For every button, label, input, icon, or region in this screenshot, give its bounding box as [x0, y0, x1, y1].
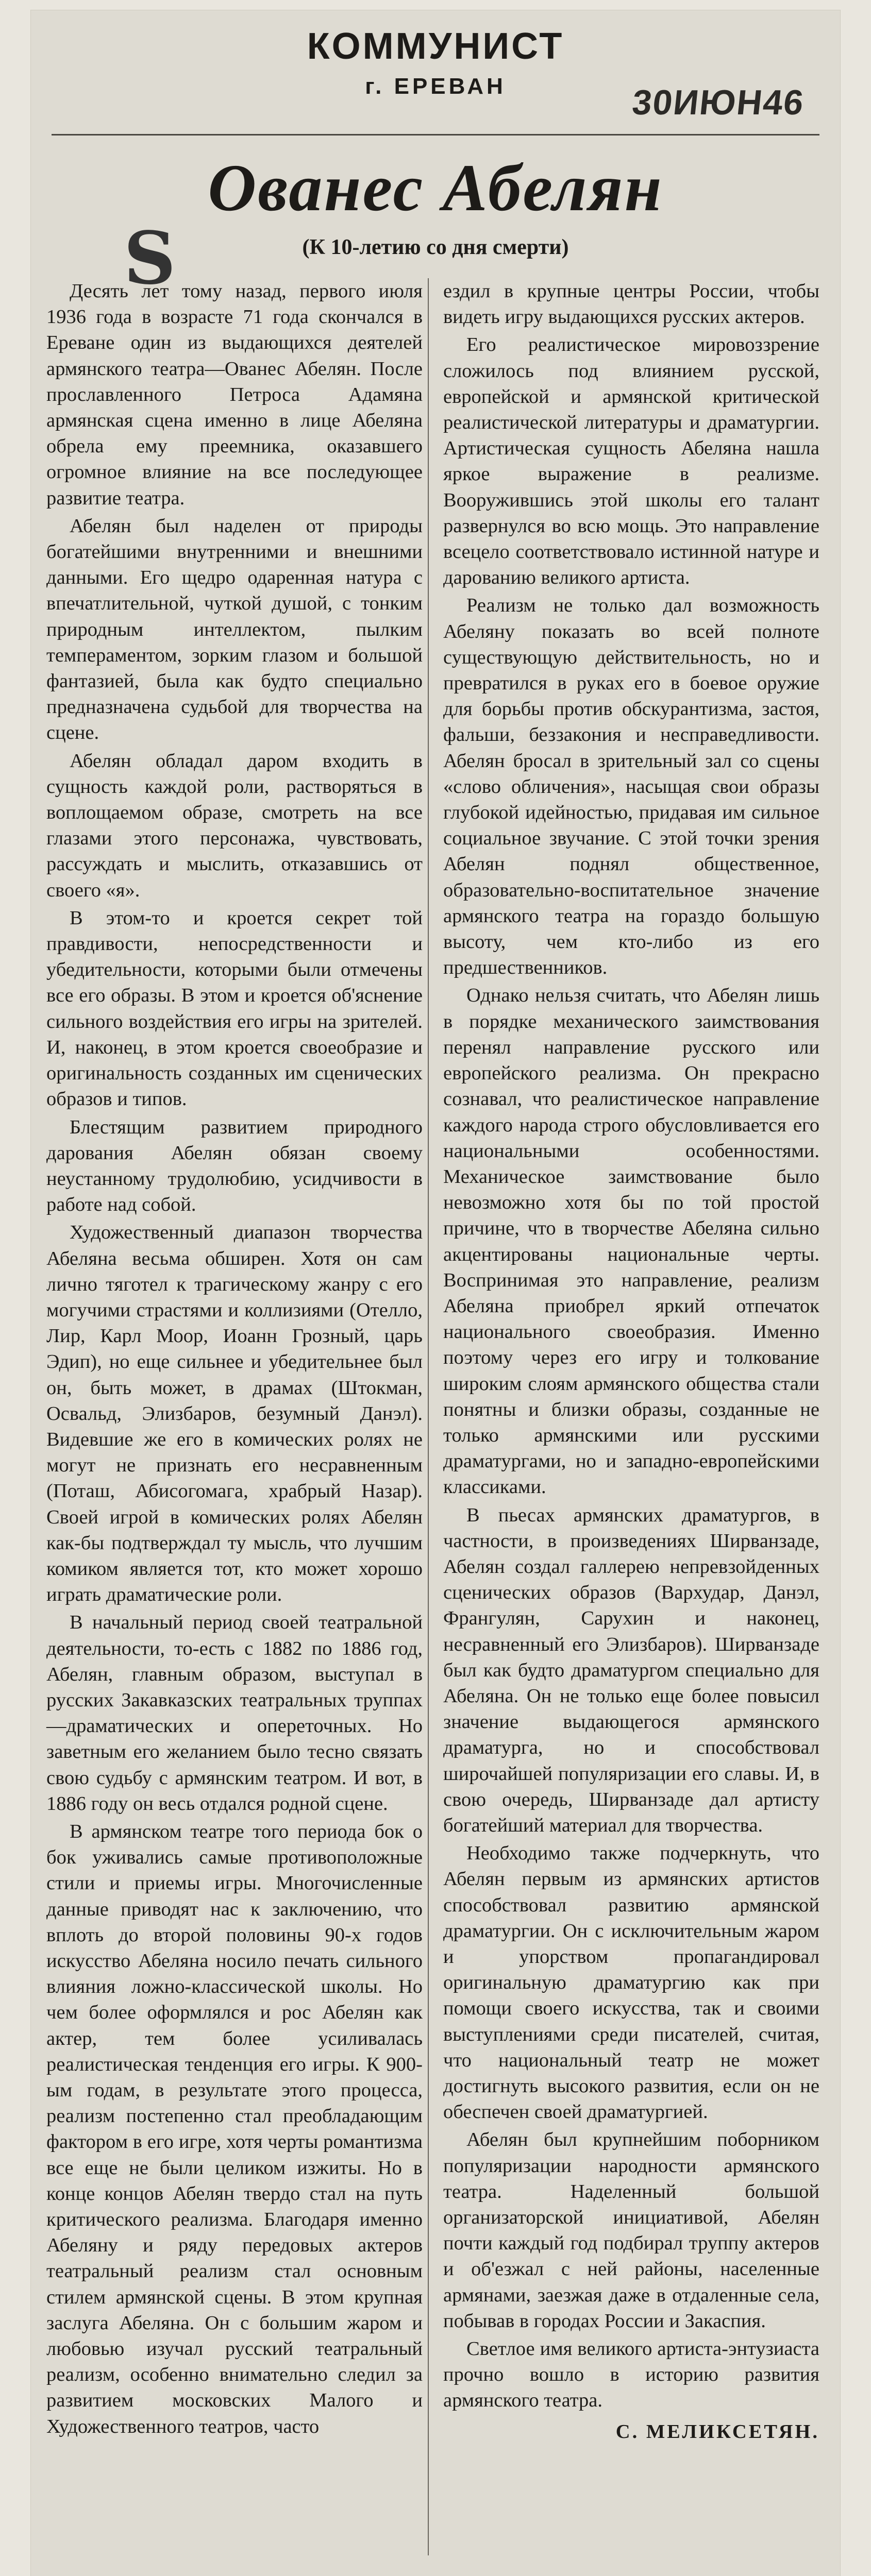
article-subtitle: (К 10-летию со дня смерти) [302, 235, 569, 259]
article-column-left [46, 278, 423, 2442]
newspaper-city: г. ЕРЕВАН [365, 74, 506, 99]
paragraph: В армянском театре того периода бок о бок уживались самые противоположные стили и приемы игры. Многочисленные данные приводят нас к заключению, что вплоть до второй половины 90-х годов искусство Абеляна носило печать сильного влияния ложно-классической школы. Но чем более оформлялся и рос Абелян как актер, тем более усиливалась реалистическая тенденция его игры. К 900-ым годам, в результате этого процесса, реализм постепенно стал преобладающим фактором в его игре, хотя черты романтизма все еще не были целиком изжиты. Но в конце концов Абелян твердо стал на путь критического реализма. Благодаря именно Абеляну и ряду передовых актеров театральный реализм стал основным стилем армянской сцены. В этом крупная заслуга Абеляна. Он с большим жаром и любовью изучал русский театральный реализм, особенно внимательно следил за развитием московских Малого и Художественного театров, часто [46, 1820, 423, 2437]
date-stamp: 30ИЮН46 [630, 83, 806, 122]
paragraph: Блестящим развитием природного дарования Абелян обязан своему неустанному трудолюбию, усидчивости в работе над собой. [46, 1116, 423, 1216]
author-signature: С. МЕЛИКСЕТЯН. [615, 2420, 819, 2443]
paragraph: Десять лет тому назад, первого июля 1936 года в возрасте 71 года скончался в Ереване один из выдающихся деятелей армянского театра—Ованес Абелян. После прославленного Петроса Адамяна армянская сцена именно в лице Абеляна обрела ему преемника, оказавшего огромное влияние на все последующее развитие театра. [46, 280, 423, 509]
paragraph: Абелян обладал даром входить в сущность каждой роли, растворяться в воплощаемом образе, смотреть на все глазами этого персонажа, чувствовать, рассуждать и мыслить, отказавшись от своего «я». [46, 750, 423, 901]
paragraph: Реализм не только дал возможность Абеляну показать во всей полноте существующую действительность, но и превратился в руках его в боевое оружие для борьбы против обскурантизма, застоя, фальши, беззакония и несправедливости. Абелян бросал в зрительный зал со сцены «слово обличения», насыщая свои образы глубокой идейностью, придавая им сильное социальное звучание. С этой точки зрения Абелян поднял общественное, образовательно-воспитательное значение армянского театра на гораздо большую высоту, чем кто-либо из его предшественников. [443, 595, 819, 979]
paragraph: Его реалистическое мировоззрение сложилось под влиянием русской, европейской и армянской критической реалистической литературы и драматургии. Артистическая сущность Абеляна нашла яркое выражение в реализме. Вооружившись этой школы его талант развернулся во всю мощь. Это направление всецело соответствовало истинной натуре и дарованию великого артиста. [443, 334, 819, 589]
handwritten-margin-mark: S [124, 216, 176, 301]
paragraph: В начальный период своей театральной деятельности, то-есть с 1882 по 1886 год, Абелян, главным образом, выступал в русских Закавказских театральных труппах—драматических и опереточных. Но заветным его желанием было тесно связать свою судьбу с армянским театром. И вот, в 1886 году он весь отдался родной сцене. [46, 1612, 423, 1815]
article-column-right [443, 278, 819, 2445]
paragraph: В пьесах армянских драматургов, в частности, в произведениях Ширванзаде, Абелян создал галлерею непревзойденных сценических образов (Вархудар, Данэл, Франгулян, Сарухин и наконец, несравненный его Элизбаров). Ширванзаде был как будто драматургом специально для Абеляна. Он не только еще более повысил значение выдающегося армянского драматурга, но и способствовал широчайшей популяризации его славы. И, в свою очередь, Ширванзаде дал артисту богатейший материал для творчества. [443, 1504, 819, 1836]
newspaper-clipping [31, 10, 840, 2576]
header-rule [52, 134, 819, 135]
paragraph: Светлое имя великого артиста-энтузиаста прочно вошло в историю развития армянского театра. [443, 2338, 819, 2412]
paragraph: Однако нельзя считать, что Абелян лишь в порядке механического заимствования перенял направление русского или европейского реализма. Он прекрасно сознавал, что реалистическое направление каждого народа строго обусловливается его национальными особенностями. Механическое заимствование было невозможно хотя бы по той простой причине, что в творчестве Абеляна сильно акцентированы национальные черты. Воспринимая это направление, реализм Абеляна приобрел яркий отпечаток национального своеобразия. Именно поэтому через его игру и толкование широким слоям армянского общества стали понятны и близки образы, созданные не только армянскими или русскими драматургами, но и западно-европейскими классиками. [443, 985, 819, 1498]
paragraph: ездил в крупные центры России, чтобы видеть игру выдающихся русских актеров. [443, 280, 819, 328]
column-divider [428, 278, 429, 2555]
paragraph: Абелян был крупнейшим поборником популяризации народности армянского театра. Наделенный большой организаторской инициативой, Абелян почти каждый год подбирал труппу актеров и об'езжал с ней районы, населенные армянами, заезжая даже в отдаленные села, побывав в городах России и Закаспия. [443, 2129, 819, 2332]
article-title: Ованес Абелян [208, 151, 663, 225]
paragraph: Необходимо также подчеркнуть, что Абелян первым из армянских артистов способствовал развитию армянской драматургии. Он с исключительным жаром и упорством пропагандировал оригинальную драматургию как при помощи своего искусства, так и своими выступлениями среди писателей, считая, что национальный театр не может достигнуть высокого развития, если он не обеспечен своей драматургией. [443, 1842, 819, 2123]
newspaper-name: КОММУНИСТ [307, 26, 564, 67]
paragraph: Абелян был наделен от природы богатейшими внутренними и внешними данными. Его щедро одаренная натура с впечатлительной, чуткой душой, с тонким природным интеллектом, пылким темпераментом, зорким глазом и большой фантазией, была как будто специально предназначена судьбой для творчества на сцене. [46, 515, 423, 744]
paragraph: Художественный диапазон творчества Абеляна весьма обширен. Хотя он сам лично тяготел к трагическому жанру с его могучими страстями и коллизиями (Отелло, Лир, Карл Моор, Иоанн Грозный, царь Эдип), но еще сильнее и убедительнее был он, быть может, в драмах (Штокман, Освальд, Элизбаров, безумный Данэл). Видевшие же его в комических ролях не могут не признать его несравненным (Поташ, Абисогомага, храбрый Назар). Своей игрой в комических ролях Абелян как-бы подтверждал ту мысль, что лучшим комиком является тот, кто может хорошо играть драматические роли. [46, 1222, 423, 1606]
paragraph: В этом-то и кроется секрет той правдивости, непосредственности и убедительности, которыми были отмечены все его образы. В этом и кроется об'яснение сильного воздействия его игры на зрителей. И, наконец, в этом кроется своеобразие и оригинальность созданных им сценических образов и типов. [46, 907, 423, 1110]
